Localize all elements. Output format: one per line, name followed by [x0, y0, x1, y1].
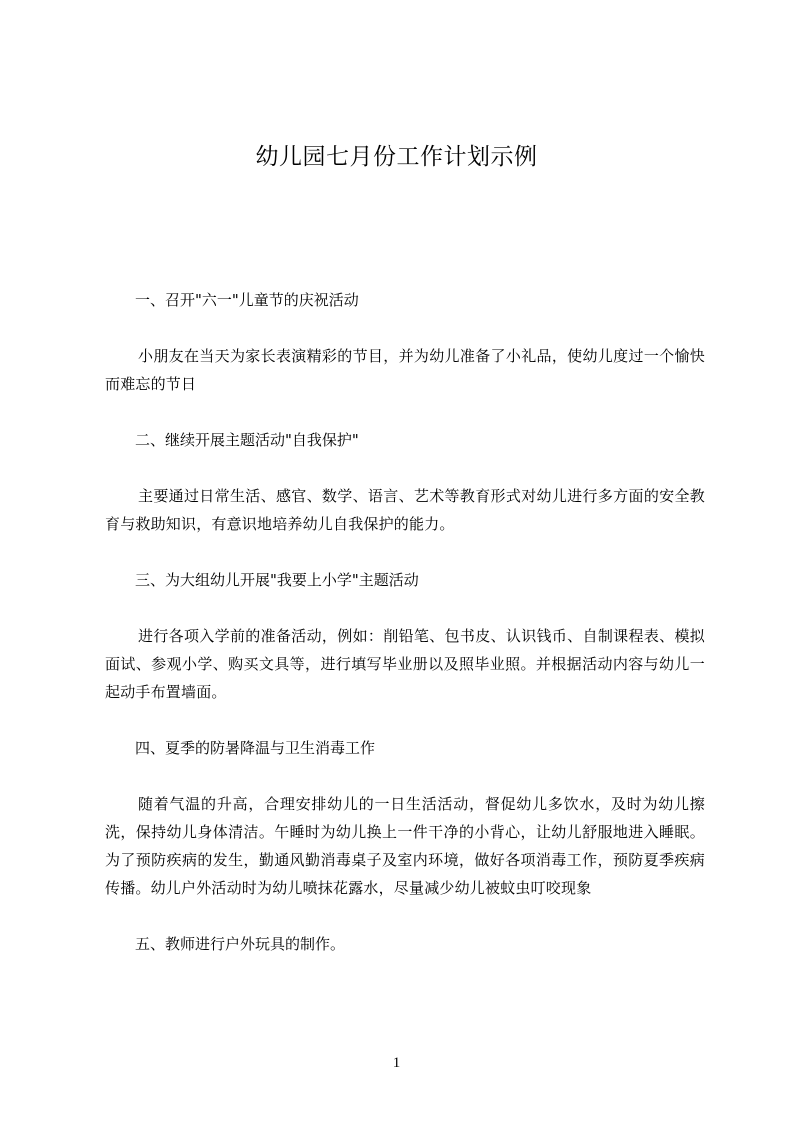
section-heading-2: 二、继续开展主题活动"自我保护" — [135, 431, 359, 449]
spacer — [105, 454, 705, 482]
section-heading-4: 四、夏季的防暑降温与卫生消毒工作 — [135, 739, 376, 757]
spacer — [105, 594, 705, 622]
section-heading-1: 一、召开"六一"儿童节的庆祝活动 — [135, 291, 359, 309]
section-paragraph-4: 随着气温的升高，合理安排幼儿的一日生活活动，督促幼儿多饮水，及时为幼儿擦洗，保持幼儿身体清洁。午睡时为幼儿换上一件干净的小背心，让幼儿舒服地进入睡眠。为了预防疾病的发生，勤通风勤消毒桌子及室内环境，做好各项消毒工作，预防夏季疾病传播。幼儿户外活动时为幼儿喷抹花露水，尽量减少幼儿被蚊虫叮咬现象 — [105, 795, 705, 897]
section-paragraph-1: 小朋友在当天为家长表演精彩的节目，并为幼儿准备了小礼品，使幼儿度过一个愉快而难忘的节日 — [105, 347, 705, 393]
section-heading-5: 五、教师进行户外玩具的制作。 — [135, 935, 346, 953]
page-number: 1 — [392, 1055, 401, 1071]
section-paragraph-3: 进行各项入学前的准备活动，例如：削铅笔、包书皮、认识钱币、自制课程表、模拟面试、参观小学、购买文具等，进行填写毕业册以及照毕业照。并根据活动内容与幼儿一起动手布置墙面。 — [105, 627, 705, 701]
spacer — [105, 762, 705, 790]
spacer — [105, 902, 705, 930]
spacer — [105, 314, 705, 342]
document-body — [105, 286, 705, 958]
spacer — [105, 706, 705, 734]
section-heading-3: 三、为大组幼儿开展"我要上小学"主题活动 — [135, 571, 419, 589]
spacer — [105, 538, 705, 566]
section-paragraph-2: 主要通过日常生活、感官、数学、语言、艺术等教育形式对幼儿进行多方面的安全教育与救助知识，有意识地培养幼儿自我保护的能力。 — [105, 487, 705, 533]
document-title: 幼儿园七月份工作计划示例 — [255, 144, 538, 170]
spacer — [105, 398, 705, 426]
